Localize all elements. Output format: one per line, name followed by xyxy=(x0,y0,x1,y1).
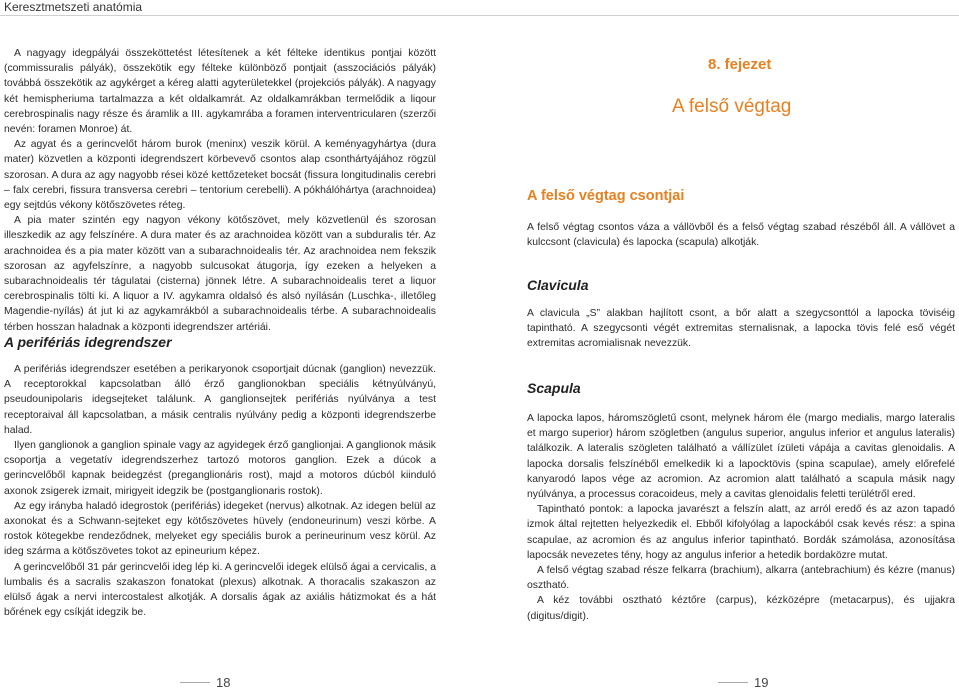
section-paragraph: A perifériás idegrendszer esetében a perikaryonok csoportjait dúcnak (ganglion) nevezzük. A receptorokkal kapcsolatban álló érző ganglionokban speciális kétnyúlványú, pseudounipolaris idegsejteket találunk. A ganglionsejtek perifériás nyúlványa a test receptoraival áll kapcsolatban, a másik centralis nyúlvány pedig a központi idegrendszerbe halad. xyxy=(4,364,436,436)
scapula-paragraph: Tapintható pontok: a lapocka javarészt a felszín alatt, az arról eredő és az azon tapadó izmok által rejtetten helyezkedik el. Ebből kifolyólag a lapockából csak kevés rész: a spina scapulae, az acromion és az angulus inferior tapintható. Bordák számolása, azonosítása lapocsák nevezetes tény, hogy az angulus inferior a hetedik bordaközre mutat. xyxy=(527,504,955,561)
running-head: Keresztmetszeti anatómia xyxy=(4,0,143,14)
page-number: 19 xyxy=(754,675,769,690)
subheading: A felső végtag csontjai xyxy=(527,188,685,204)
intro-paragraph: Az agyat és a gerincvelőt három burok (meninx) veszik körül. A keményagyhártya (dura mater) közvetlen a központi idegrendszert körbevevő csontos alap csonthártyájához rögzül szorosan. A dura az agy nagyobb rései közé kettőzeteket bocsát (fissura longitudinalis cerebri – falx cerebri, fissura transversa cerebri – tentorium cerebelli). A pókhálóhártya (arachnoidea) egy sejtdús vékony kötőszövetes réteg. xyxy=(4,139,436,212)
intro-paragraph: A nagyagy idegpályái összeköttetést létesítenek a két félteke identikus pontjai között (commissuralis pályák), összekötik egy félteke különböző pontjait (asszociációs pályák) továbbá összekötik az agykérget a kéreg alatti agyterületekkel (projekciós pályák). A nagyagy két hemispheriuma tartalmazza a két oldalkamrát. Az oldalkamrákban termelődik a liqour cerebrospinalis nagy része és áramlik a III. agykamrába a foramen interventricularen (szerzői nevén: foramen Monroe) át. xyxy=(4,48,436,136)
scapula-paragraph: A lapocka lapos, háromszögletű csont, melynek három éle (margo medialis, margo lateralis et margo superior) három szögletben (angulus superior, angulus inferior et angulus lateralis) találkozik. A lateralis szögleten található a vállízület ízületi vápája a cavitas glenoidalis. A lapocka dorsalis felszínéből emelkedik ki a lapocktövis (spina scapulae), amely előrefelé kanyarodó lapos vége az acromion. Az acromion alatt található a scapula másik nagy nyúlványa, a processus coracoideus, mely a cavitas glenoidalis feletti terülétről ered. xyxy=(527,413,955,501)
left-intro xyxy=(4,46,436,335)
section-paragraph: Az egy irányba haladó idegrostok (perifériás) idegeket (nervus) alkotnak. Az idegen belül az axonokat és a Schwann-sejteket egy kötőszövetes hüvely (endoneurinum) veszi körbe. A rostok kötegekbe rendeződnek, melyeket egy speciális burok a perineurinum vesz körül. Az ideg szárma a kötőszövetes tokot az epineurium képez. xyxy=(4,500,436,558)
clavicula-heading: Clavicula xyxy=(527,277,589,293)
scapula-paragraph: A kéz további osztható kéztőre (carpus), kézközépre (metacarpus), és ujjakra (digitus/digit). xyxy=(527,595,955,622)
intro-text: A felső végtag csontos váza a vállövből és a felső végtag szabad részéből áll. A vállövet a kulccsont (clavicula) és lapocka (scapula) alkotják. xyxy=(527,222,955,249)
scapula-heading: Scapula xyxy=(527,380,581,396)
section-paragraph: A gerincvelőből 31 pár gerincvelői ideg lép ki. A gerincvelői idegek elülső ágai a cervicalis, a lumbalis és a sacralis szakaszon fonatokat (plexus) alkotnak. A thoracalis szakaszon az elülső ágak a nervi intercostalest alkotják. A dorsalis ágak az axiális hátizmokat és a hát bőrének egy csíkját idegzik be. xyxy=(4,561,436,619)
scapula-paragraph: A felső végtag szabad része felkarra (brachium), alkarra (antebrachium) és kézre (manus) osztható. xyxy=(527,565,955,592)
page-number: 18 xyxy=(216,675,231,690)
section-heading: A perifériás idegrendszer xyxy=(4,334,172,350)
section-paragraph: Ilyen ganglionok a ganglion spinale vagy az agyidegek érző ganglionjai. A ganglionok másik csoportja a vegetatív idegrendszerhez tartozó motoros ganglion. Ezek a dúcok a gerincvelőből kapnak beidegzést (preganglionáris rost), majd a motoros dúcból kiinduló axonok zsigerek izmait, mirigyeit idegzik be (postganglionaris rostok). xyxy=(4,440,436,497)
intro-paragraph: A pia mater szintén egy nagyon vékony kötőszövet, mely közvetlenül és szorosan illeszkedik az agy felszínére. A dura mater és az arachnoidea között van a subduralis tér. Az arachnoidea és a pia mater között van a subarachnoidealis tér. Az arachnoidea nem fekszik szorosan az agyfelszínre, a nagyobb sulcusokat átugorja, így ezeken a helyeken a subarachnoidealis tér tágulatai (cisterna) jönnek létre. A subarachnoidealis teret a liquor cerebrospinalis tölti ki. A liquor a IV. agykamra oldalsó és alsó nyílásán (Luschka-, illetőleg Magendie-nyílás) át jut ki az agykamrákból a subarachnoidealis térbe. A subarachnoidealis térben hosszan haladnak a központi idegrendszer artériái. xyxy=(4,215,436,333)
chapter-title: A felső végtag xyxy=(672,96,792,117)
page-number-rule xyxy=(718,682,748,683)
page-number-right xyxy=(718,675,768,690)
clavicula-text: A clavicula „S” alakban hajlított csont, a bőr alatt a szegycsonttól a lapocka töviséig tapintható. A szegycsonti végét extremitas sternalisnak, a lapocka tövis felé eső végét extremitas acromialisnak nevezzük. xyxy=(527,308,955,350)
header-rule xyxy=(0,15,959,16)
scapula-section xyxy=(527,411,955,624)
left-section xyxy=(4,362,436,620)
page-number-left xyxy=(180,675,230,690)
chapter-number: 8. fejezet xyxy=(708,56,772,73)
page-number-rule xyxy=(180,682,210,683)
